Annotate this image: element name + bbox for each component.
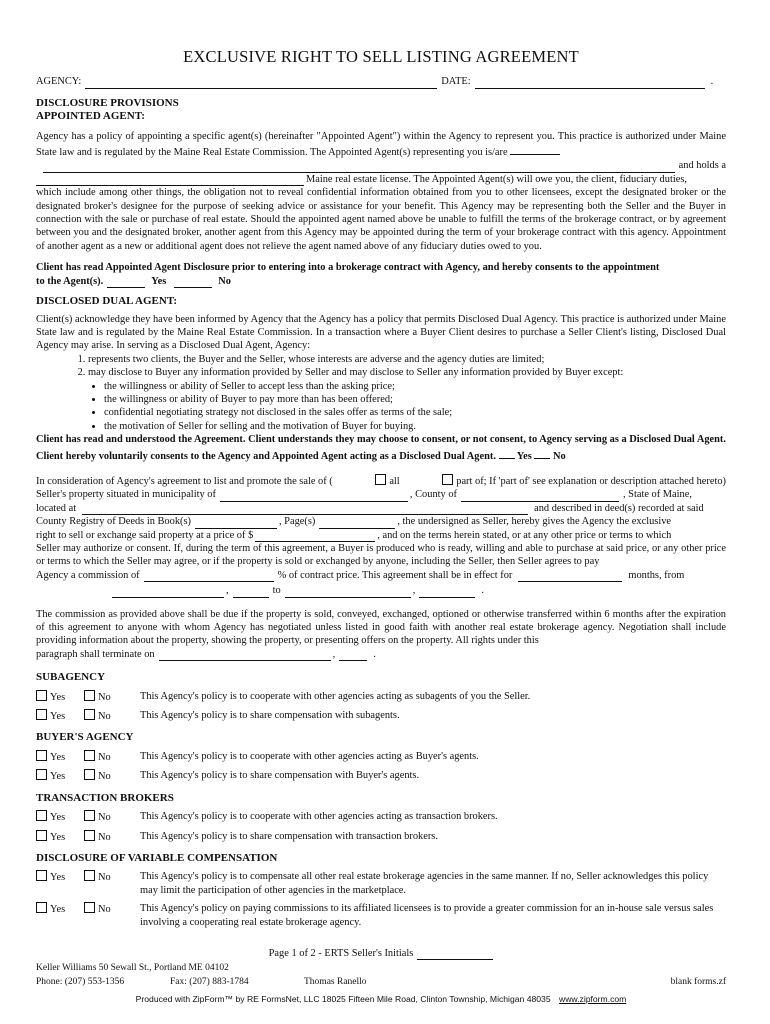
dual-bullet-item: • confidential negotiating strategy not disclosed in the sales offer as terms of the sale; [104, 406, 726, 419]
municipality-field[interactable] [220, 490, 408, 502]
date-period: . [710, 76, 714, 88]
consideration-line-1 [36, 474, 726, 488]
and-holds-text: and holds a [678, 160, 726, 172]
end-period: . [481, 585, 484, 597]
deed-label: and described in deed(s) recorded at said [534, 502, 704, 514]
start-date-field[interactable] [112, 586, 224, 598]
appointed-yes-label: Yes [151, 275, 167, 287]
to-label: to [272, 585, 281, 597]
appointed-no-label: No [218, 275, 231, 287]
consideration-text-6: Seller may authorize or consent. If, during the term of this agreement, a Buyer is produced who is ready, willing and able to purchase at said price, or any other price or terms to which the Seller may agree, or if the property is sold or exchanged by anyone, including the Seller, then Seller agrees to pay [36, 543, 726, 568]
appointed-consent-text-2: to the Agent(s). [36, 275, 104, 287]
seller-initials-field[interactable] [417, 948, 493, 960]
no-label: No [98, 904, 111, 916]
footer-produced [36, 993, 726, 1006]
policy-row [36, 750, 726, 764]
no-checkbox[interactable] [84, 769, 95, 780]
footer-contact-row [36, 976, 726, 989]
end-date-field[interactable] [285, 586, 411, 598]
yes-label: Yes [50, 751, 66, 763]
policy-row [36, 709, 726, 723]
commission-label: Agency a commission of [36, 569, 140, 581]
commission-field[interactable] [144, 570, 274, 582]
document-page [36, 0, 726, 1007]
disclosure-heading: DISCLOSURE PROVISIONS [36, 96, 179, 109]
no-checkbox[interactable] [84, 810, 95, 821]
yes-checkbox[interactable] [36, 830, 47, 841]
yes-label: Yes [50, 691, 66, 703]
section-heading: DISCLOSURE OF VARIABLE COMPENSATION [36, 851, 278, 864]
agency-label: AGENCY: [36, 76, 82, 88]
no-checkbox[interactable] [84, 870, 95, 881]
yes-checkbox[interactable] [36, 769, 47, 780]
yes-label: Yes [50, 771, 66, 783]
zipform-link[interactable]: www.zipform.com [558, 994, 627, 1005]
county-field[interactable] [461, 490, 619, 502]
located-at-label: located at [36, 502, 77, 514]
agency-field[interactable] [85, 77, 437, 89]
dual-heading: DISCLOSED DUAL AGENT: [36, 295, 177, 308]
section-heading: SUBAGENCY [36, 671, 106, 684]
dual-no-field[interactable] [534, 447, 550, 459]
all-label: all [389, 475, 400, 487]
months-label: months, from [628, 569, 685, 581]
yes-checkbox[interactable] [36, 709, 47, 720]
yes-label: Yes [50, 831, 66, 843]
policy-text: This Agency's policy is to cooperate with other agencies acting as transaction brokers. [140, 811, 498, 823]
dual-list [36, 353, 726, 380]
no-checkbox[interactable] [84, 830, 95, 841]
yes-checkbox[interactable] [36, 750, 47, 761]
policy-text: This Agency's policy is to cooperate with other agencies acting as Buyer's agents. [140, 750, 479, 762]
terminate-label: paragraph shall terminate on [36, 648, 155, 660]
dual-list-item: 1. represents two clients, the Buyer and the Seller, whose interests are adverse and the agency duties are limited; [88, 353, 726, 366]
footer-fax: Fax: (207) 883-1784 [170, 976, 249, 987]
terminate-row [36, 648, 726, 661]
dual-bullets [36, 380, 726, 434]
appointed-consent-text: Client has read Appointed Agent Disclosure prior to entering into a brokerage contract with Agency, and hereby consents to the appointment [36, 262, 660, 274]
county-label: , County of [409, 489, 457, 501]
dual-bullet-item: • the willingness or ability of Buyer to pay more than has been offered; [104, 393, 726, 406]
terminate-date-field[interactable] [159, 649, 331, 661]
page-number: Page 1 of 2 - ERTS Seller's Initials [268, 947, 414, 959]
dual-list-item: 2. may disclose to Buyer any information provided by Seller and may disclose to Seller any information provided by Buyer except: [88, 366, 726, 379]
holds-row [36, 159, 726, 172]
license-row [36, 173, 726, 186]
commission-paragraph: The commission as provided above shall be due if the property is sold, conveyed, exchanged, optioned or otherwise transferred within 6 months after the expiration of this agreement to anyone with whom Agency has negotiated unless listed in good faith with another real estate brokerage agency. Negotiation shall include providing information about the property, showing the property, or presenting offers on the property. All rights under this [36, 608, 726, 647]
yes-label: Yes [50, 904, 66, 916]
dual-consent [36, 433, 726, 463]
license-type-field[interactable] [36, 174, 304, 186]
yes-label: Yes [50, 872, 66, 884]
exclusive-text: , the undersigned as Seller, hereby gives the Agency the exclusive [397, 516, 672, 528]
appointed-agent-field-2[interactable] [43, 161, 675, 173]
page-field[interactable] [319, 517, 395, 529]
terminate-comma: , [332, 648, 336, 660]
appointed-paragraph-2: which include among other things, the obligation not to reveal confidential information obtained from you to other licensees, except the designated broker or the designated broker's designee for the purpose of seeking advice or assistance for your benefit. This Agency may be representing both the Seller and the Buyer in connection with the sale or purchase of real estate. Should the appointed agent named above be unable to fulfill the terms of the brokerage contract, or by agreement between you and the designated broker, another agent from this Agency may be appointed during the term of your brokerage contract with this agency. Appointment of another agent as a new or additional agent does not relieve the agent named above of any fiduciary duties owed to you. [36, 187, 726, 252]
footer-agent: Thomas Ranello [304, 976, 367, 987]
start-year-field[interactable] [233, 586, 269, 598]
policy-text: This Agency's policy is to cooperate with other agencies acting as subagents of you the Seller. [140, 690, 531, 702]
appointed-yes-field[interactable] [107, 276, 145, 288]
policy-row [36, 902, 726, 929]
book-label: County Registry of Deeds in Book(s) [36, 516, 191, 528]
no-label: No [98, 831, 111, 843]
agency-date-row [36, 75, 726, 88]
municipality-label: Seller's property situated in municipality of [36, 489, 216, 501]
consideration-line-8 [36, 584, 726, 597]
part-of-label: part of; If 'part of' see explanation or description attached hereto) [456, 475, 726, 487]
dual-paragraph: Client(s) acknowledge they have been informed by Agency that the Agency has a policy that permits Disclosed Dual Agency. This practice is authorized under Maine State law and is regulated by the Maine Real Estate Commission. In a transaction where a Buyer Client desires to purchase a Seller Client's listing, Disclosed Dual Agency may arise. In serving as a Disclosed Dual Agent, Agency: [36, 313, 726, 352]
policy-row [36, 830, 726, 844]
no-label: No [98, 771, 111, 783]
consideration-line-2 [36, 488, 726, 501]
no-label: No [98, 711, 111, 723]
start-comma: , [226, 585, 229, 597]
terms-text: , and on the terms herein stated, or at any other price or terms to which [377, 529, 672, 541]
dual-bullet-item: • the motivation of Seller for selling and the motivation of Buyer for buying. [104, 420, 726, 433]
footer-address: Keller Williams 50 Sewall St., Portland ME 04102 [36, 963, 229, 974]
section-heading: BUYER'S AGENCY [36, 731, 134, 744]
footer-phone: Phone: (207) 553-1356 [36, 976, 125, 987]
document-title: EXCLUSIVE RIGHT TO SELL LISTING AGREEMENT [183, 47, 579, 66]
no-label: No [98, 872, 111, 884]
policy-text: This Agency's policy is to compensate all other real estate brokerage agencies in the same manner. If no, Seller acknowledges this policy may limit the participation of other agencies in the marketplace. [140, 871, 709, 896]
consideration-line-3 [36, 502, 726, 515]
end-year-field[interactable] [419, 586, 475, 598]
appointed-consent-row [36, 275, 726, 288]
policy-row [36, 810, 726, 824]
dual-yes-label: Yes [516, 450, 532, 462]
appointed-text-2a: Maine real estate license. The Appointed Agent(s) will owe you, the client, fiduciary duties, [306, 173, 687, 185]
appointed-heading: APPOINTED AGENT: [36, 110, 145, 123]
consideration-line-5 [36, 529, 726, 542]
consideration-line-4 [36, 515, 726, 528]
policy-row [36, 690, 726, 704]
no-checkbox[interactable] [84, 709, 95, 720]
dual-consent-text: Client has read and understood the Agreement. Client understands they may choose to consent, or not consent, to Agency serving as a Disclosed Dual Agent. Client hereby voluntarily consents to the Agency and Appointed Agent acting as a Disclosed Dual Agent. [36, 434, 726, 462]
yes-checkbox[interactable] [36, 870, 47, 881]
part-of-checkbox[interactable] [442, 474, 453, 485]
end-comma: , [412, 585, 416, 597]
policy-text: This Agency's policy is to share compensation with transaction brokers. [140, 830, 438, 842]
policy-row [36, 870, 726, 897]
yes-checkbox[interactable] [36, 902, 47, 913]
yes-checkbox[interactable] [36, 810, 47, 821]
produced-by-text: Produced with ZipForm™ by RE FormsNet, LLC 18025 Fifteen Mile Road, Clinton Township, Michigan 48035 [135, 994, 551, 1005]
consideration-block [36, 474, 726, 598]
dual-bullet-item: • the willingness or ability of Seller to accept less than the asking price; [104, 380, 726, 393]
dual-no-label: No [552, 450, 566, 462]
yes-label: Yes [50, 812, 66, 824]
appointed-paragraph-1 [36, 130, 726, 160]
book-field[interactable] [195, 517, 277, 529]
state-label: , State of Maine, [622, 489, 692, 501]
consideration-text: In consideration of Agency's agreement to list and promote the sale of ( [36, 475, 333, 487]
policy-text: This Agency's policy is to share compensation with Buyer's agents. [140, 770, 420, 782]
policy-sections [36, 671, 726, 929]
terminate-period: . [373, 648, 376, 660]
contract-price-text: % of contract price. This agreement shall be in effect for [277, 569, 513, 581]
date-field[interactable] [475, 77, 705, 89]
price-field[interactable] [255, 530, 375, 542]
page-label: , Page(s) [278, 516, 316, 528]
policy-row [36, 769, 726, 783]
no-label: No [98, 812, 111, 824]
date-label: DATE: [441, 76, 471, 88]
months-field[interactable] [518, 570, 622, 582]
yes-label: Yes [50, 711, 66, 723]
footer-form-name: blank forms.zf [670, 976, 726, 987]
no-checkbox[interactable] [84, 902, 95, 913]
terminate-year-field[interactable] [339, 649, 367, 661]
all-checkbox[interactable] [375, 474, 386, 485]
policy-text: This Agency's policy is to share compensation with subagents. [140, 710, 400, 722]
no-label: No [98, 691, 111, 703]
appointed-agent-field[interactable] [510, 143, 560, 155]
location-field[interactable] [82, 503, 528, 515]
policy-text: This Agency's policy on paying commissions to its affiliated licensees is to provide a greater commission for an in-house sale versus sales involving a cooperating real estate brokerage agency. [140, 903, 714, 928]
no-label: No [98, 751, 111, 763]
price-label: right to sell or exchange said property at a price of $ [36, 529, 254, 541]
no-checkbox[interactable] [84, 750, 95, 761]
appointed-text-1: Agency has a policy of appointing a specific agent(s) (hereinafter "Appointed Agent") within the Agency to represent you. This practice is authorized under Maine State law and is regulated by the Maine Real Estate Commission. The Appointed Agent(s) representing you is/are [36, 130, 726, 159]
footer-page-row [36, 947, 726, 960]
dual-yes-field[interactable] [499, 447, 515, 459]
section-heading: TRANSACTION BROKERS [36, 791, 174, 804]
yes-checkbox[interactable] [36, 690, 47, 701]
appointed-no-field[interactable] [174, 276, 212, 288]
consideration-line-7 [36, 569, 726, 582]
no-checkbox[interactable] [84, 690, 95, 701]
